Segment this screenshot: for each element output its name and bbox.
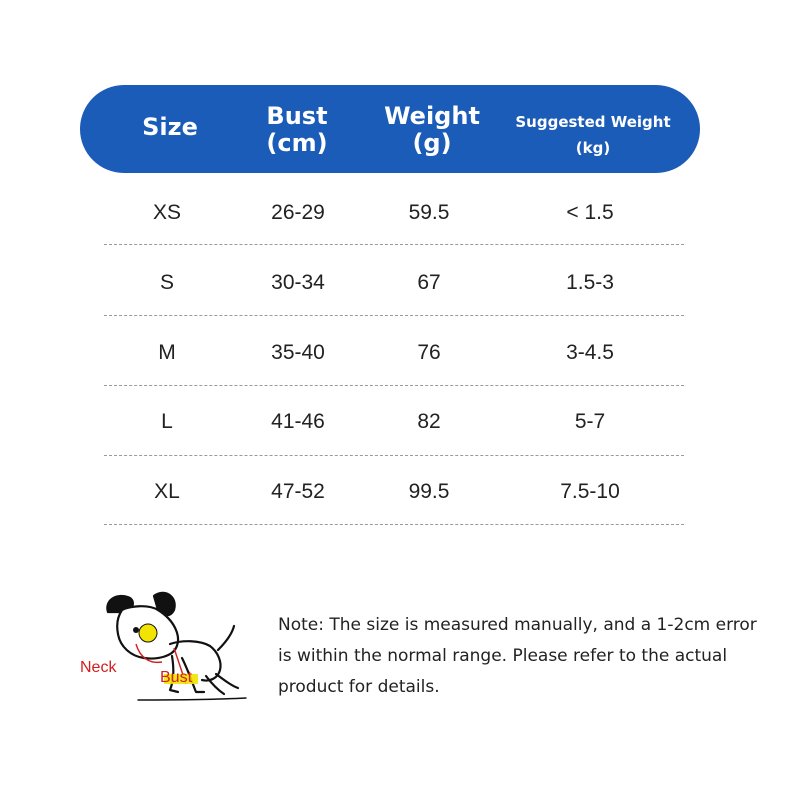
- cell-suggested-weight: 1.5-3: [566, 271, 614, 294]
- cell-weight: 59.5: [408, 201, 450, 224]
- cell-suggested-weight: < 1.5: [566, 201, 614, 224]
- cell-weight: 67: [417, 271, 441, 294]
- cell-bust: 30-34: [271, 271, 325, 294]
- cell-bust: 35-40: [271, 341, 325, 364]
- header-weight-label: Weight: [384, 102, 480, 130]
- header-bust-unit: (cm): [266, 128, 328, 157]
- table-row: [0, 470, 800, 540]
- cell-size: XS: [152, 201, 181, 224]
- bust-label: Bust: [160, 669, 193, 686]
- table-row: [0, 191, 800, 261]
- dog-tail: [218, 626, 234, 650]
- cell-weight: 99.5: [408, 480, 450, 503]
- header-size-label: Size: [142, 113, 198, 141]
- cell-bust: 41-46: [271, 410, 325, 433]
- table-row: [0, 400, 800, 470]
- cell-bust: 26-29: [271, 201, 325, 224]
- row-divider: [104, 244, 684, 245]
- cell-suggested-weight: 7.5-10: [560, 480, 620, 503]
- header-bust: [252, 103, 342, 157]
- row-divider: [104, 385, 684, 386]
- row-divider: [104, 524, 684, 525]
- row-divider: [104, 315, 684, 316]
- cell-size: XL: [154, 480, 180, 503]
- cell-bust: 47-52: [271, 480, 325, 503]
- cell-size: S: [159, 271, 174, 294]
- row-divider: [104, 455, 684, 456]
- dog-back-leg-2: [216, 674, 238, 688]
- neck-marker-icon: [139, 624, 157, 642]
- neck-label: Neck: [80, 659, 117, 676]
- cell-size: M: [158, 341, 176, 364]
- header-suggested-weight-unit: (kg): [575, 139, 611, 158]
- table-row: [0, 261, 800, 331]
- header-weight: [372, 103, 492, 157]
- header-suggested-weight: [498, 109, 688, 162]
- dog-eye: [133, 627, 139, 633]
- cell-size: L: [161, 410, 173, 433]
- size-note: Note: The size is measured manually, and a 1-2cm error is within the normal range. Please refer to the actual product for details.: [278, 615, 757, 697]
- ground-line: [138, 698, 246, 700]
- table-row: [0, 331, 800, 401]
- header-suggested-weight-label: Suggested Weight: [515, 113, 671, 131]
- header-size: [120, 114, 220, 141]
- cell-suggested-weight: 5-7: [574, 410, 606, 433]
- cell-suggested-weight: 3-4.5: [566, 341, 614, 364]
- cell-weight: 82: [417, 410, 441, 433]
- dog-measurement-diagram: [78, 588, 253, 708]
- header-bust-label: Bust: [266, 102, 328, 130]
- header-weight-unit: (g): [412, 128, 452, 157]
- cell-weight: 76: [417, 341, 441, 364]
